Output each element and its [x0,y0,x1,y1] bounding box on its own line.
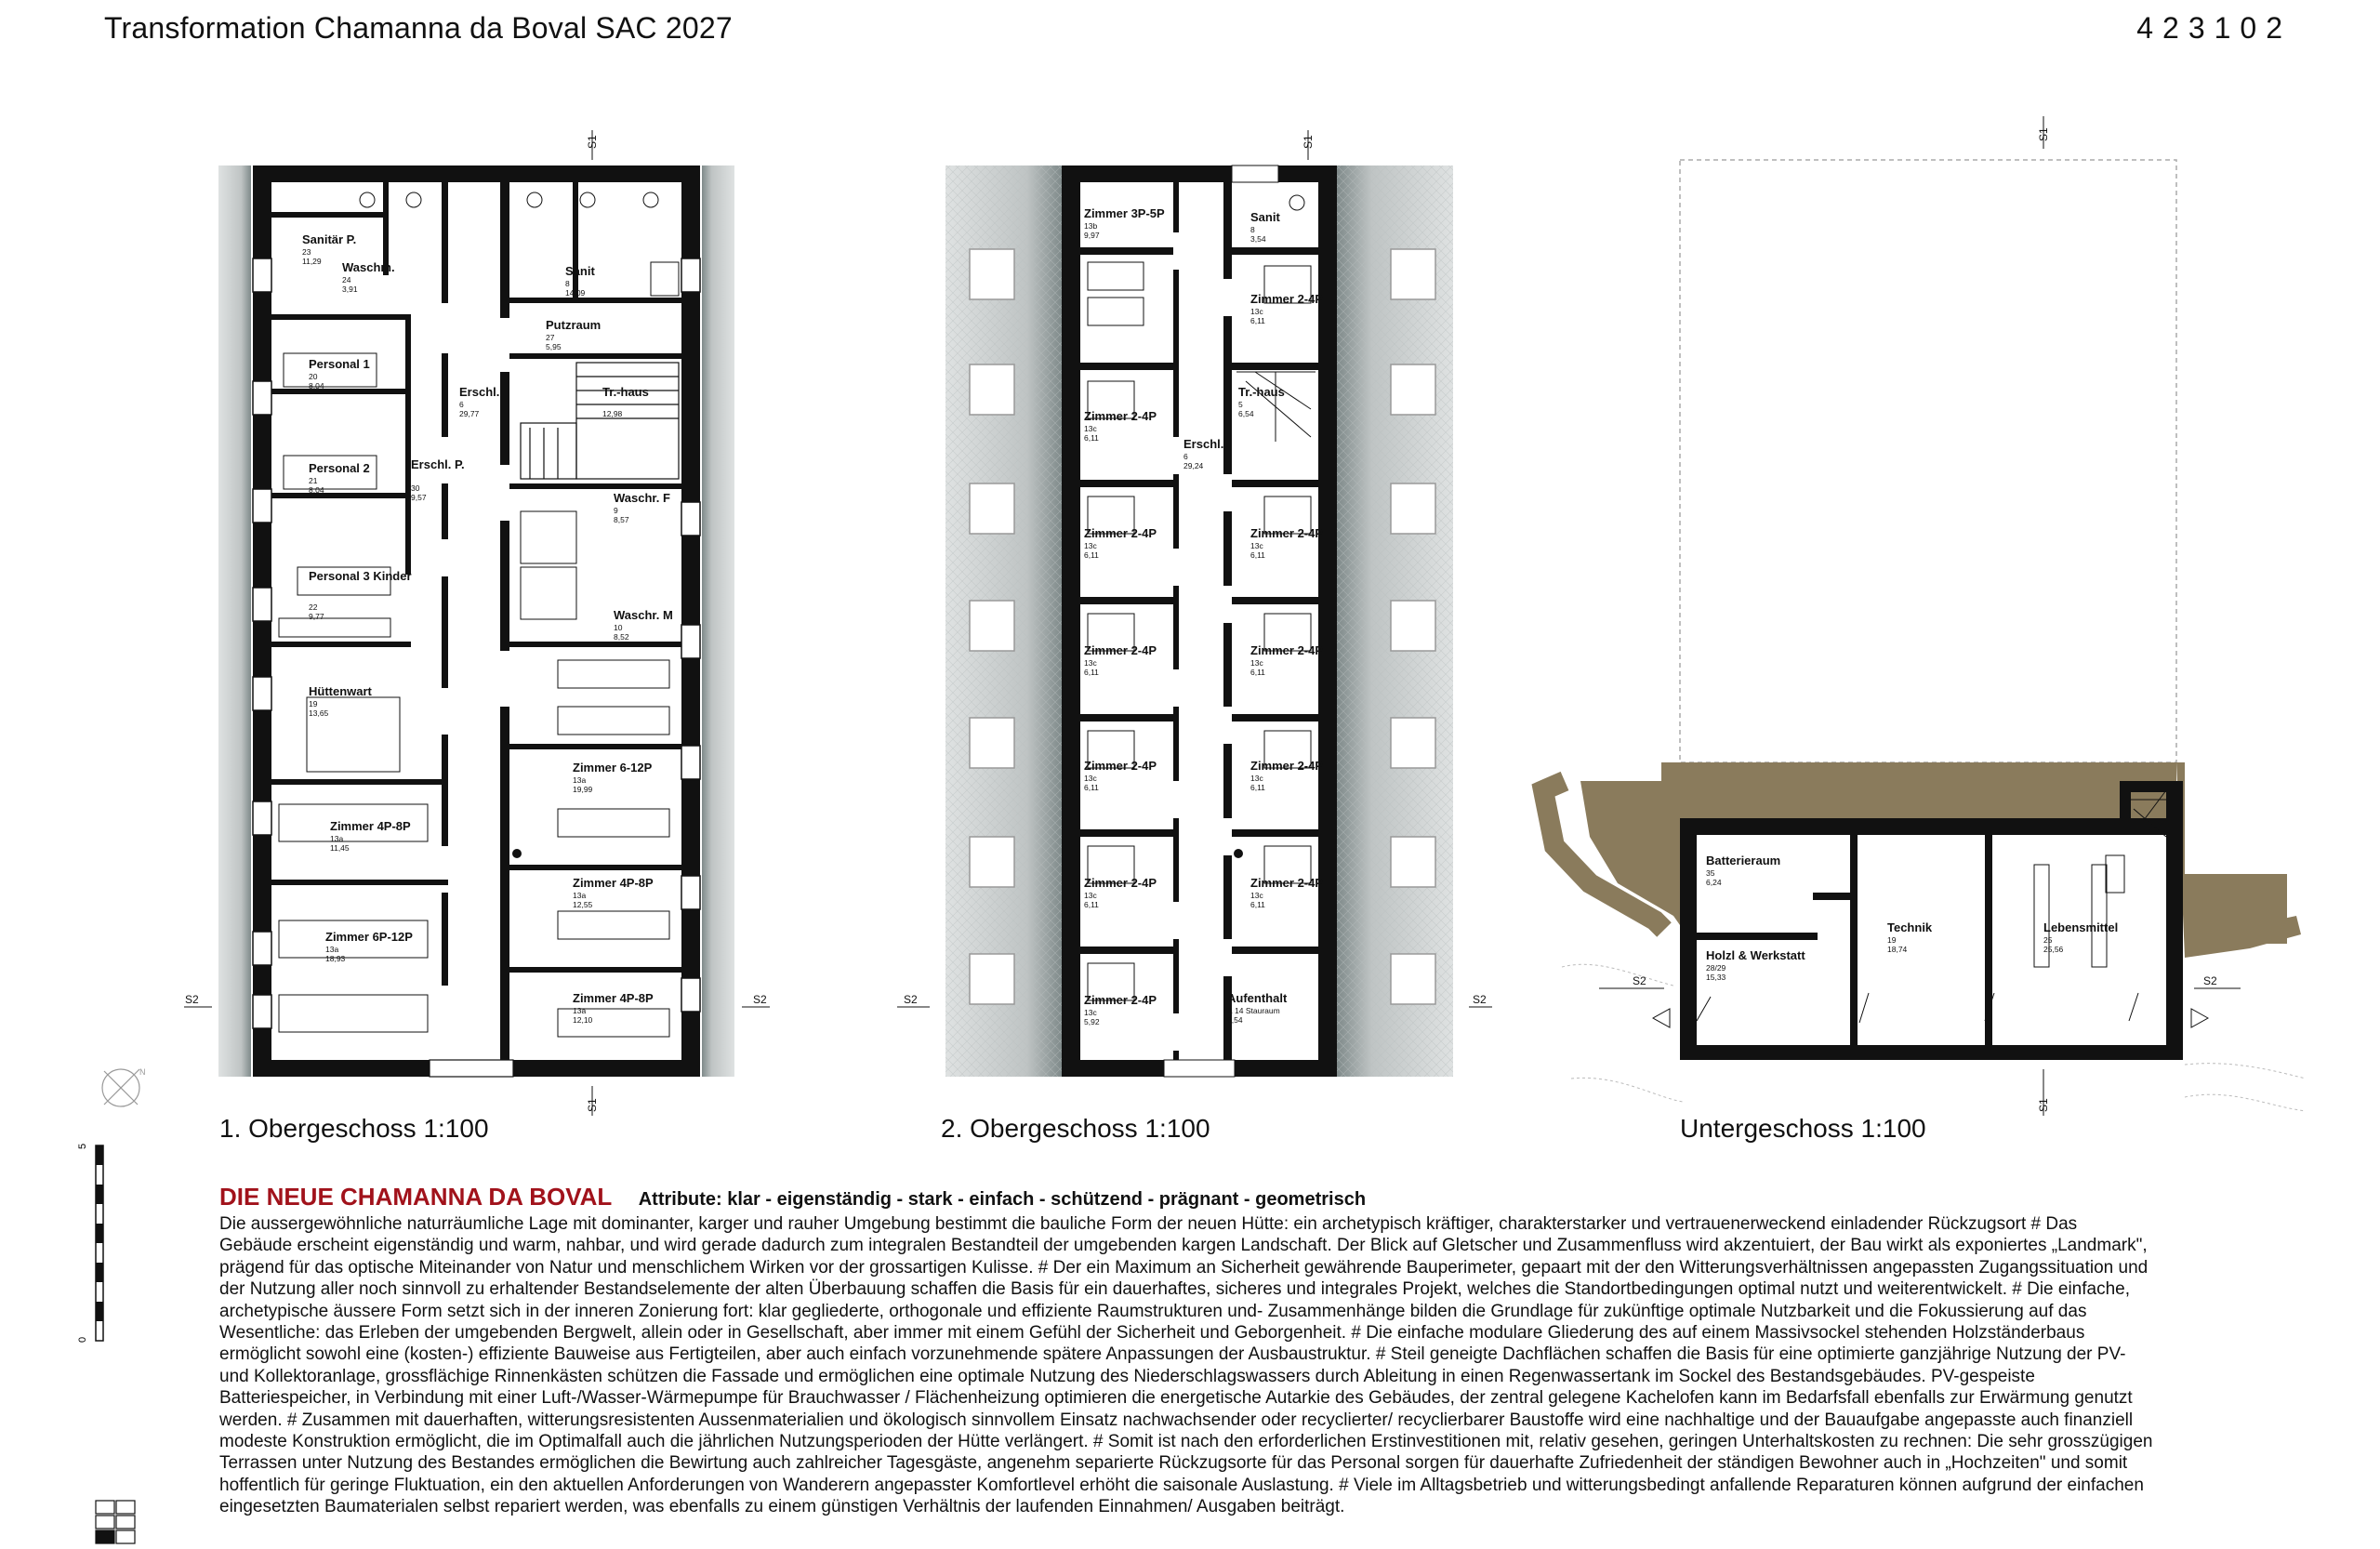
section-mark-s2: S2 [1633,974,1646,987]
room-area: 6,11 [1084,668,1099,677]
north-arrow-icon [102,1067,146,1106]
plan-og1 [184,130,770,1116]
wall [681,165,700,1077]
room-area: 8,04 [309,381,324,391]
room-code: 13c [1084,774,1097,783]
wall [253,165,700,182]
room-label: Zimmer 4P-8P [573,876,654,890]
room-label: Zimmer 2-4P [1084,526,1157,540]
wall [1680,818,1697,1060]
room-code: 27 [546,333,555,342]
room-label: Waschr. F [614,491,670,505]
room-label: Zimmer 2-4P [1084,759,1157,773]
room-area: 25,56 [2043,945,2064,954]
room-code: 13a [573,891,587,900]
room-label: Zimmer 2-4P [1250,643,1324,657]
section-mark-s1: S1 [586,1098,599,1112]
room-label: Tr.-haus [1238,385,1285,399]
room-label: Sanitär P. [302,232,357,246]
section-mark-s1: S1 [1302,135,1315,149]
room-area: 6,11 [1250,316,1265,325]
room-area: 6,54 [1227,1015,1243,1025]
room-label: Waschm. [342,260,395,274]
room-area: 5,92 [1084,1017,1100,1026]
room-area: 6,24 [1706,878,1722,887]
room-code: 25 [2043,935,2053,945]
room-code: 13c [1084,891,1097,900]
description-attributes: Attribute: klar - eigenständig - stark - einfach - schützend - prägnant - geometrisch [638,1189,1367,1210]
building-outline-above [1680,160,2176,762]
sheet-title: Transformation Chamanna da Boval SAC 2027 [104,11,733,45]
room-code: 13c [1250,891,1263,900]
room-code: 30 [411,483,420,493]
room-label: Zimmer 6P-12P [325,930,413,944]
caption-ug: Untergeschoss 1:100 [1680,1114,1926,1143]
room-code: 13b [1084,221,1098,231]
room-area: 9,57 [411,493,427,502]
room-code: 24 [342,275,351,285]
room-label: Lebensmittel [2043,920,2119,934]
room-label: Zimmer 2-4P [1084,643,1157,657]
room-label: Erschl. [1183,437,1224,451]
room-label: Zimmer 2-4P [1084,993,1157,1007]
room-code: 13c [1084,541,1097,550]
section-mark-s1: S1 [2037,1098,2050,1112]
room-code: 13c [1250,307,1263,316]
room-area: 18,93 [325,954,346,963]
section-mark-s1: S1 [2037,127,2050,141]
room-area: 6,11 [1084,433,1099,443]
roof-strip-left [218,165,251,1077]
caption-og2: 2. Obergeschoss 1:100 [941,1114,1210,1143]
project-number: 423102 [2136,11,2292,45]
room-area: 3,91 [342,285,358,294]
room-code: 13c [1250,658,1263,668]
room-area: 6,11 [1250,668,1265,677]
room-label: Technik [1887,920,1933,934]
room-label: Batterieraum [1706,854,1781,867]
room-area: 9,77 [309,612,324,621]
room-label: Tr.-haus [602,385,649,399]
room-area: 18,74 [1887,945,1908,954]
section-mark-s2: S2 [185,993,199,1006]
room-label: Zimmer 2-4P [1250,292,1324,306]
room-area: 29,24 [1183,461,1204,470]
section-mark-s2: S2 [904,993,918,1006]
scale-bar-bottom-label: 0 [77,1336,88,1343]
room-area: 5,95 [546,342,562,351]
room-area: 19,99 [573,785,593,794]
wall [253,1060,430,1077]
room-code: 13c [1084,424,1097,433]
room-label: Putzraum [546,318,602,332]
room-code: 10 [614,623,623,632]
room-label: Zimmer 3P-5P [1084,206,1165,220]
room-label: Personal 1 [309,357,370,371]
plan-og2 [897,130,1492,1077]
room-label: Zimmer 2-4P [1084,876,1157,890]
section-mark-s1: S1 [586,135,599,149]
room-area: 6,11 [1084,900,1099,909]
scale-bar [77,1144,103,1343]
room-code: 5 [1238,400,1243,409]
room-area: 8,57 [614,515,629,524]
room-code: 13a [573,1006,587,1015]
room-label: Personal 3 Kinder [309,569,412,583]
room-code: 21 [309,476,318,485]
project-description [219,1183,2153,1518]
wall [1062,1060,1164,1077]
room-code: 35 [1706,868,1715,878]
room-code: 13a [325,945,339,954]
section-mark-s2: S2 [753,993,767,1006]
room-area: 12,10 [573,1015,593,1025]
room-area: 8,04 [309,485,324,495]
description-body: Die aussergewöhnliche naturräumliche Lage mit dominanter, karger und rauher Umgebung bestimmt die bauliche Form der neuen Hütte: ein archetypisch kräftiger, charakterstarker und vertrauenerweckend einladender Rückzugsort # Das Gebäude erscheint eigenständig und warm, nahbar, und wird gerade dadurch zum integralen Bestandteil der umgebenden kargen Landschaft. Der Blick auf Gletscher und Zusammenfluss wird akzentuiert, der Bau wirkt als exponiertes „Landmark", prägend für das optische Miteinander von Natur und menschlichem Wirken vor der grossartigen Kulisse. # Der ein Maximum an Sicherheit gewährende Bauperimeter, gepaart mit der den Witterungsverhältnissen angepassten Zugangssituation und der Nutzung aller noch sinnvoll zu erhaltender Bestandselemente der alten Überbauung schaffen die Basis für ein dauerhaftes, sicheres und integrales Projekt, welches die Standortbedingungen optimal nutzt und weiterentwickelt. # Die einfache, archetypische äussere Form setzt sich in der inneren Zonierung fort: klar gegliederte, orthogonale und effiziente Raumstrukturen und- Zusammenhänge bilden die Grundlage für zukünftige optimale Nutzbarkeit und die Fokussierung auf das Wesentliche: das Erleben der umgebenden Bergwelt, allein oder in Gesellschaft, aber immer mit einem Gefühl der Sicherheit und Geborgenheit. # Die einfache modulare Gliederung des auf einem Massivsockel stehenden Holzständerbaus ermöglicht sowohl eine (kosten-) effiziente Bauweise aus Fertigteilen, aber auch einfach vorzunehmende spätere Anpassungen der Ausbaustruktur. # Steil geneigte Dachflächen schaffen die Basis für eine optimierte ganzjährige Nutzung der PV- und Kollektoranlage, grossflächige Rinnenkästen schützen die Fassade und ermöglichen eine optimale Nutzung des Niederschlagswassers durch Ableitung in einen Regenwassertank im Sockel des Bestandsgebäudes. PV-gespeiste Batteriespeicher, in Verbindung mit einer Luft-/Wasser-Wärmepumpe für Brauchwasser / Flächenheizung optimieren die energetische Autarkie des Gebäudes, der zentral gelegene Kachelofen kann im Bedarfsfall ebenfalls zur Erwärmung genutzt werden. # Zusammen mit dauerhaften, witterungsresistenten Aussenmaterialien und ökologisch sinnvollem Einsatz nachwachsender oder recyclierter/ recyclierbarer Baustoffe wird eine nachhaltige und der Bauaufgabe angepasste auch finanziell modeste Konstruktion ermöglicht, die im Optimalfall auch die jährlichen Nutzungsperioden der Hütte verlängert. # Somit ist nach den erforderlichen Erstinvestitionen mit, relativ gesehen, geringen Unterhaltskosten zu rechnen: Die sehr grosszügigen Terrassen unter Nutzung des Bestandes ermöglichen die Bewirtung auch zahlreicher Tagesgäste, angenehm separierte Rückzugsorte für das Personal sorgen für dauerhafte Zufriedenheit der ständigen Bewohner auch in „Hochzeiten" und somit hoffentlich für geringe Fluktuation, ein den aktuellen Anforderungen von Wanderern angepasster Komfortlevel erhöht die saisonale Auslastung. # Viele im Alltagsbetrieb und witterungsbedingt anfallende Reparaturen können aufgrund der einfachen eingesetzten Baumaterialen selbst repariert werden, was ebenfalls zu einem günstigen Verhältnis der laufenden Einnahmen/ Ausgaben beiträgt. [219,1214,2153,1517]
room-area: 29,77 [459,409,480,418]
wall [1062,165,1337,182]
room-code: 13c [1084,658,1097,668]
caption-og1: 1. Obergeschoss 1:100 [219,1114,489,1143]
room-label: Personal 2 [309,461,370,475]
room-code: 8 [565,279,570,288]
room-code: 20 [309,372,318,381]
room-area: 11,45 [330,843,350,853]
terrain [1661,762,2176,827]
room-area: 15,33 [1706,973,1726,982]
plan-ug [1543,116,2306,1116]
wall [1680,818,2175,835]
wall [1062,165,1080,1077]
section-mark-s2: S2 [2203,974,2217,987]
room-code: & 14 Stauraum [1227,1006,1280,1015]
room-code: 19 [309,699,318,708]
room-label: Erschl. [459,385,500,399]
room-label: Zimmer 6-12P [573,761,653,774]
room-area: 6,11 [1250,783,1265,792]
room-label: Zimmer 4P-8P [573,991,654,1005]
room-area: 13,65 [309,708,329,718]
svg-text:N: N [139,1067,146,1077]
room-label: Zimmer 2-4P [1084,409,1157,423]
room-code: 13a [330,834,344,843]
room-code: 8 [1250,225,1255,234]
room-label: Zimmer 2-4P [1250,876,1324,890]
room-area: 6,11 [1084,550,1099,560]
room-area: 6,11 [1250,900,1265,909]
room-code: 13c [1250,774,1263,783]
scale-bar-top-label: 5 [77,1143,88,1149]
wall [513,1060,700,1077]
room-area: 9,97 [1084,231,1100,240]
room-area: 12,55 [573,900,593,909]
room-label: Zimmer 2-4P [1250,526,1324,540]
room-label: Erschl. P. [411,457,465,471]
room-code: 6 [1183,452,1188,461]
room-code: 22 [309,602,318,612]
room-code: 13c [1084,1008,1097,1017]
room-area: 6,54 [1238,409,1254,418]
room-code: 28/29 [1706,963,1726,973]
room-code: 19 [1887,935,1897,945]
room-label: Zimmer 4P-8P [330,819,411,833]
room-code: 9 [614,506,618,515]
room-label: Sanit [1250,210,1280,224]
room-label: Holzl & Werkstatt [1706,948,1805,962]
room-code: 23 [302,247,311,257]
description-heading: DIE NEUE CHAMANNA DA BOVAL [219,1183,613,1211]
wall [1680,1045,2183,1060]
room-area: 14,09 [565,288,586,298]
room-area: 12,98 [602,409,623,418]
room-area: 8,52 [614,632,629,642]
section-mark-s2: S2 [1473,993,1487,1006]
sheet-index-icon [96,1501,135,1543]
room-code: 13c [1250,541,1263,550]
room-area: 6,11 [1084,783,1099,792]
room-code: 13a [573,775,587,785]
room-area: 11,29 [302,257,322,266]
room-code: 6 [459,400,464,409]
room-area: 3,54 [1250,234,1266,244]
room-label: Waschr. M [614,608,673,622]
room-label: Sanit [565,264,595,278]
room-label: Zimmer 2-4P [1250,759,1324,773]
room-label: Hüttenwart [309,684,372,698]
room-label: Aufenthalt [1227,991,1288,1005]
wall [1235,1060,1337,1077]
roof-strip-right [702,165,734,1077]
room-area: 6,11 [1250,550,1265,560]
